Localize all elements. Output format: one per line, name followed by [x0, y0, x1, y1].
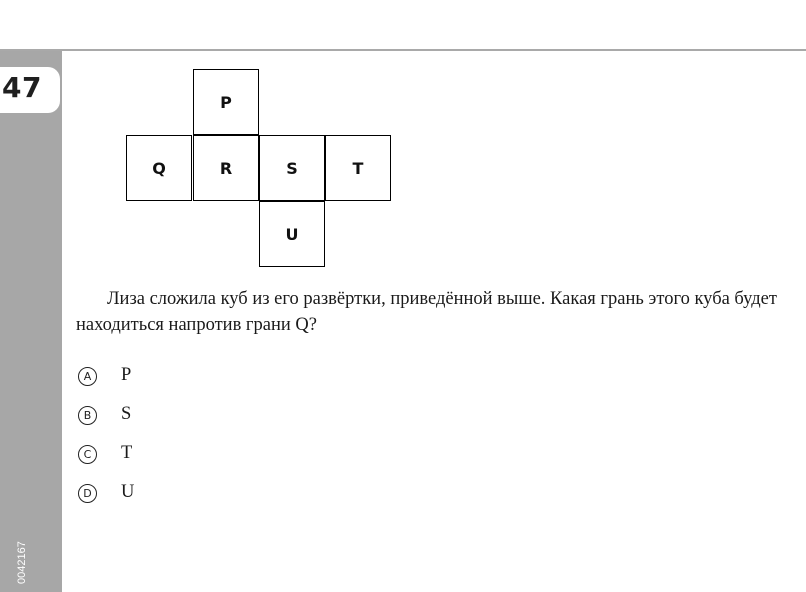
choice-a-text: P	[121, 365, 132, 385]
net-face-u: U	[259, 201, 325, 267]
answer-choices	[78, 362, 134, 518]
net-face-s: S	[259, 135, 325, 201]
choice-d[interactable]	[78, 479, 134, 518]
net-face-r: R	[193, 135, 259, 201]
question-number: 47	[2, 71, 42, 104]
top-rule	[0, 49, 806, 51]
choice-a[interactable]	[78, 362, 134, 401]
item-code: 0042167	[16, 541, 28, 584]
choice-c-text: T	[121, 443, 133, 463]
choice-b-text: S	[121, 404, 132, 424]
net-face-p: P	[193, 69, 259, 135]
question-text: Лиза сложила куб из его развёртки, приведённой выше. Какая грань этого куба будет находиться напротив грани Q?	[76, 289, 777, 335]
choice-b[interactable]	[78, 401, 134, 440]
side-bar	[0, 51, 62, 592]
choice-c[interactable]	[78, 440, 134, 479]
net-face-t: T	[325, 135, 391, 201]
choice-a-bubble[interactable]: A	[78, 367, 97, 386]
choice-d-bubble[interactable]: D	[78, 484, 97, 503]
net-face-q: Q	[126, 135, 192, 201]
choice-b-bubble[interactable]: B	[78, 406, 97, 425]
choice-d-text: U	[121, 482, 135, 502]
choice-c-bubble[interactable]: C	[78, 445, 97, 464]
